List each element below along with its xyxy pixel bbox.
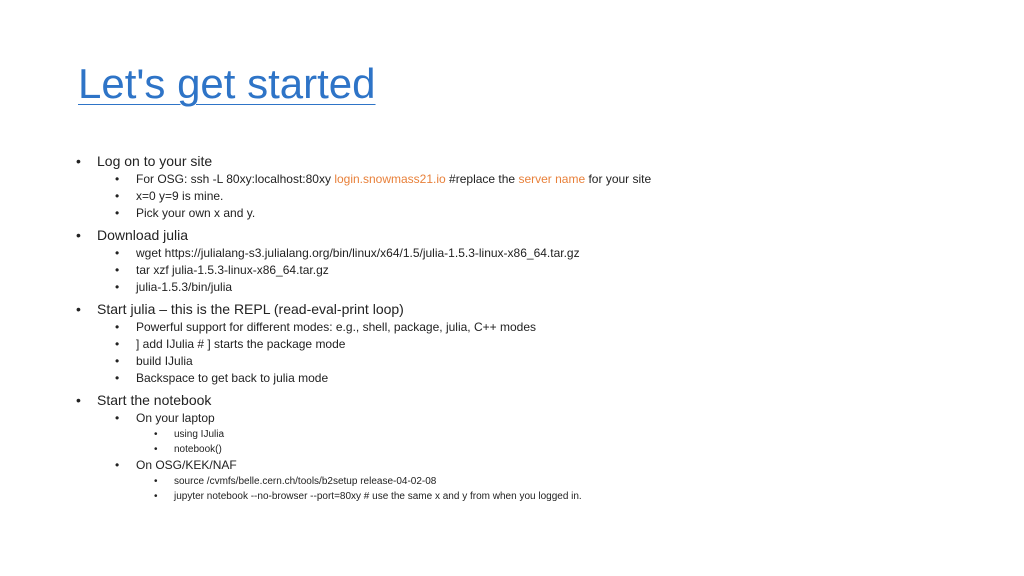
bullet-icon: •	[115, 354, 120, 368]
bullet-icon: •	[76, 153, 81, 169]
bullet-icon: •	[154, 476, 158, 487]
subsubbullet-using-ijulia	[72, 427, 972, 442]
bullet-icon: •	[115, 172, 120, 186]
bullet-text: build IJulia	[136, 354, 193, 368]
bullet-icon: •	[76, 227, 81, 243]
subbullet-tar	[72, 262, 972, 279]
bullet-icon: •	[76, 301, 81, 317]
bullet-icon: •	[115, 411, 120, 425]
bullet-icon: •	[115, 320, 120, 334]
bullet-text: jupyter notebook --no-browser --port=80xy # use the same x and y from when you logged in.	[174, 491, 582, 502]
bullet-text: Log on to your site	[97, 153, 213, 169]
replace-comment-text: #replace the	[445, 172, 519, 186]
slide-title: Let's get started	[78, 60, 376, 107]
bullet-text: julia-1.5.3/bin/julia	[136, 280, 233, 294]
subbullet-wget	[72, 245, 972, 262]
bullet-icon: •	[115, 458, 120, 472]
bullet-icon: •	[115, 189, 120, 203]
bullet-text: tar xzf julia-1.5.3-linux-x86_64.tar.gz	[136, 263, 329, 277]
bullet-text: x=0 y=9 is mine.	[136, 189, 224, 203]
bullet-icon: •	[115, 246, 120, 260]
login-host-text: login.snowmass21.io	[334, 172, 446, 186]
bullet-text: On OSG/KEK/NAF	[136, 458, 237, 472]
bullet-text: Start the notebook	[97, 392, 212, 408]
bullet-icon: •	[115, 263, 120, 277]
ssh-command-text: For OSG: ssh -L 80xy:localhost:80xy	[136, 172, 335, 186]
bullet-text: notebook()	[174, 444, 222, 455]
subbullet-add-ijulia	[72, 336, 972, 353]
subbullet-build-ijulia	[72, 353, 972, 370]
subbullet-julia-bin	[72, 279, 972, 296]
subsubbullet-notebook-call	[72, 442, 972, 457]
bullet-text: Download julia	[97, 227, 189, 243]
bullet-text: On your laptop	[136, 411, 215, 425]
subsubbullet-jupyter-command	[72, 489, 972, 504]
bullet-text: Pick your own x and y.	[136, 206, 256, 220]
bullet-start-notebook	[72, 391, 972, 410]
bullet-download-julia	[72, 226, 972, 245]
bullet-icon: •	[154, 444, 158, 455]
subbullet-osg-ssh	[72, 171, 972, 188]
subbullet-on-laptop	[72, 410, 972, 427]
bullet-text: using IJulia	[174, 429, 225, 440]
for-your-site-text: for your site	[585, 172, 652, 186]
subbullet-backspace	[72, 370, 972, 387]
bullet-text: Backspace to get back to julia mode	[136, 371, 329, 385]
bullet-list	[72, 152, 972, 504]
server-name-text: server name	[518, 172, 586, 186]
bullet-icon: •	[76, 392, 81, 408]
subbullet-pick-xy	[72, 205, 972, 222]
bullet-start-julia	[72, 300, 972, 319]
subsubbullet-source-b2setup	[72, 474, 972, 489]
bullet-icon: •	[115, 206, 120, 220]
subbullet-on-osg	[72, 457, 972, 474]
bullet-text: ] add IJulia # ] starts the package mode	[136, 337, 346, 351]
bullet-icon: •	[115, 337, 120, 351]
subbullet-modes	[72, 319, 972, 336]
bullet-text: wget https://julialang-s3.julialang.org/bin/linux/x64/1.5/julia-1.5.3-linux-x86_64.tar.gz	[136, 246, 580, 260]
bullet-icon: •	[154, 429, 158, 440]
subbullet-xy-mine	[72, 188, 972, 205]
bullet-icon: •	[115, 280, 120, 294]
bullet-text: source /cvmfs/belle.cern.ch/tools/b2setup release-04-02-08	[174, 476, 437, 487]
bullet-text: Powerful support for different modes: e.g., shell, package, julia, C++ modes	[136, 320, 536, 334]
bullet-text: Start julia – this is the REPL (read-eval-print loop)	[97, 301, 404, 317]
bullet-icon: •	[154, 491, 158, 502]
bullet-icon: •	[115, 371, 120, 385]
bullet-log-on	[72, 152, 972, 171]
